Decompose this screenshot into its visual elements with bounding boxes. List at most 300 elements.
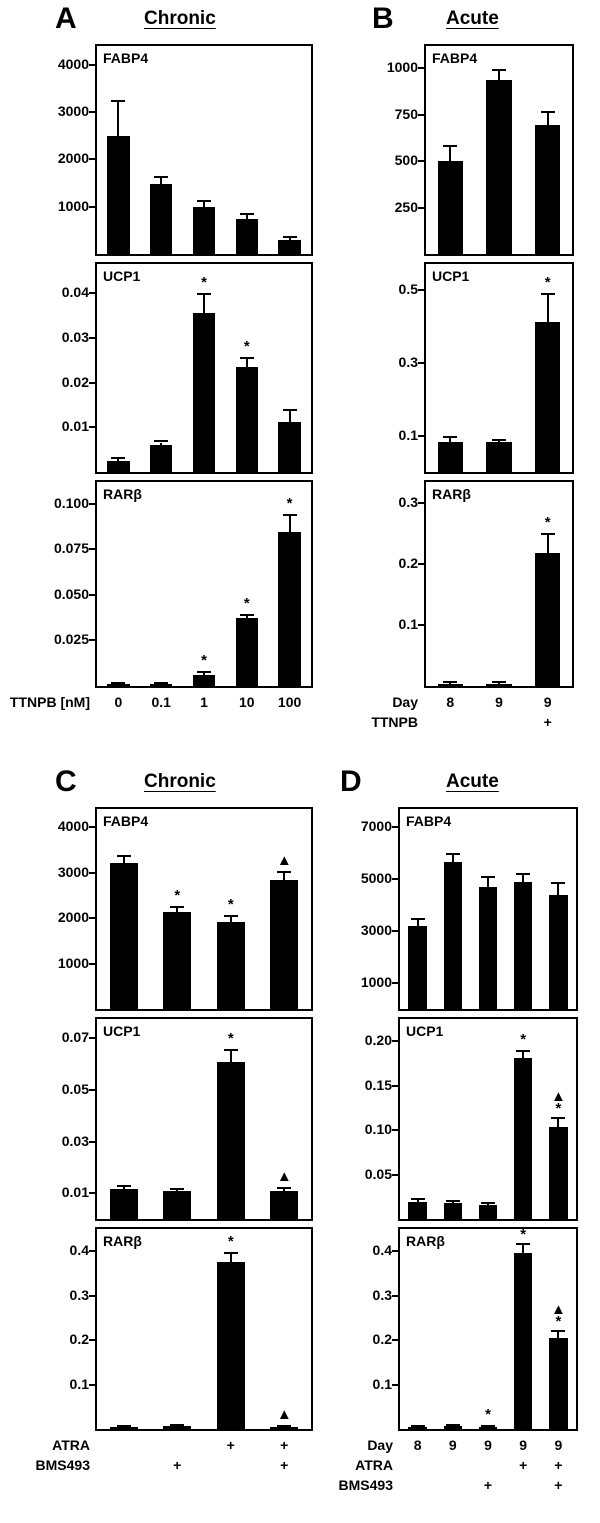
bar-group	[426, 46, 572, 254]
y-tick-mark	[392, 826, 398, 828]
y-tick-mark	[392, 1384, 398, 1386]
y-tick-mark	[392, 1129, 398, 1131]
plot-title: RARβ	[103, 486, 142, 502]
bar	[479, 1205, 497, 1219]
significance-marker: *	[520, 1226, 527, 1243]
error-bar-cap	[516, 1050, 530, 1052]
y-tick-mark	[89, 64, 95, 66]
y-tick-label: 250	[394, 198, 418, 215]
y-tick-mark	[89, 639, 95, 641]
significance-marker: *	[227, 1030, 234, 1048]
error-bar-cap	[516, 873, 530, 875]
error-bar-cap	[443, 681, 457, 683]
y-tick-label: 0.1	[69, 1375, 89, 1392]
bar	[479, 1427, 497, 1429]
error-bar	[289, 516, 291, 532]
bar	[110, 863, 138, 1009]
error-bar-cap	[170, 1188, 184, 1190]
panel-header-b: Acute	[446, 8, 499, 29]
bar	[486, 442, 511, 472]
bar	[193, 313, 215, 472]
error-bar	[449, 438, 451, 442]
panel-header-c: Chronic	[144, 771, 216, 792]
y-tick-label: 0.20	[364, 1032, 392, 1049]
y-tick-label: 0.1	[398, 616, 418, 633]
error-bar	[498, 441, 500, 443]
error-bar	[123, 857, 125, 863]
x-tick-label: 9	[554, 1437, 563, 1453]
row-label-bms493-d: BMS493	[338, 1477, 393, 1493]
plot-d-ucp1	[398, 1017, 578, 1221]
x-tick-label: +	[280, 1457, 289, 1473]
bar	[535, 125, 560, 254]
error-bar	[522, 875, 524, 881]
error-bar-cap	[443, 436, 457, 438]
y-tick-mark	[89, 1141, 95, 1143]
error-bar-cap	[154, 440, 168, 442]
error-bar-cap	[551, 1117, 565, 1119]
panel-letter-d: D	[340, 765, 362, 798]
x-tick-label: 9	[519, 1437, 528, 1453]
error-bar-cap	[541, 111, 555, 113]
bar	[549, 1338, 567, 1429]
error-bar	[230, 1254, 232, 1262]
y-tick-mark	[89, 1037, 95, 1039]
y-tick-label: 0.3	[398, 494, 418, 511]
error-bar	[246, 359, 248, 367]
plot-a-ucp1	[95, 262, 313, 474]
y-tick-mark	[89, 292, 95, 294]
significance-marker: *	[243, 594, 250, 612]
plot-title: FABP4	[406, 813, 452, 829]
error-bar-cap	[224, 1252, 238, 1254]
y-tick-mark	[392, 1040, 398, 1042]
error-bar-cap	[443, 145, 457, 147]
y-tick-label: 4000	[57, 55, 89, 72]
error-bar-cap	[481, 1202, 495, 1204]
y-tick-label: 0.10	[364, 1121, 392, 1138]
y-tick-mark	[89, 1295, 95, 1297]
bar	[438, 684, 463, 686]
error-bar-cap	[154, 176, 168, 178]
x-tick-label: 8	[446, 694, 455, 710]
bar-group	[97, 482, 311, 686]
bar	[150, 445, 172, 472]
error-bar	[452, 855, 454, 862]
y-tick-label: 0.01	[61, 418, 89, 435]
y-tick-mark	[89, 503, 95, 505]
y-tick-mark	[89, 158, 95, 160]
y-tick-label: 7000	[360, 818, 392, 835]
row-label-atra-d: ATRA	[355, 1457, 393, 1473]
error-bar-cap	[117, 1425, 131, 1427]
x-tick-label: 100	[277, 694, 302, 710]
error-bar	[498, 683, 500, 684]
error-bar	[289, 238, 291, 240]
bar-group	[97, 1229, 311, 1429]
y-tick-label: 0.1	[398, 426, 418, 443]
x-tick-label: 0	[114, 694, 123, 710]
y-tick-label: 0.03	[61, 1132, 89, 1149]
y-tick-mark	[89, 594, 95, 596]
bar	[217, 1262, 245, 1429]
error-bar-cap	[411, 918, 425, 920]
y-tick-mark	[392, 1085, 398, 1087]
y-tick-label: 2000	[57, 909, 89, 926]
y-tick-mark	[89, 111, 95, 113]
error-bar	[557, 1119, 559, 1126]
error-bar-cap	[111, 457, 125, 459]
error-bar	[522, 1052, 524, 1058]
bar	[163, 1191, 191, 1219]
plot-title: FABP4	[103, 50, 149, 66]
error-bar	[230, 917, 232, 921]
y-tick-label: 0.075	[53, 540, 89, 557]
error-bar	[203, 295, 205, 313]
error-bar	[230, 1051, 232, 1061]
bar-group	[97, 46, 311, 254]
y-tick-mark	[89, 1192, 95, 1194]
panel-header-d: Acute	[446, 771, 499, 792]
error-bar	[452, 1202, 454, 1203]
significance-marker: *	[485, 1405, 491, 1423]
error-bar	[203, 202, 205, 207]
y-tick-mark	[89, 917, 95, 919]
significance-marker: ▲	[276, 852, 292, 870]
bar-group	[426, 482, 572, 686]
bar	[514, 882, 532, 1009]
bar	[514, 1253, 532, 1429]
error-bar	[160, 178, 162, 184]
error-bar	[283, 1189, 285, 1191]
error-bar-cap	[240, 357, 254, 359]
error-bar	[487, 1204, 489, 1205]
bar	[549, 1127, 567, 1219]
x-tick-label: 9	[484, 1437, 492, 1453]
plot-title: RARβ	[406, 1233, 445, 1249]
error-bar-cap	[117, 1185, 131, 1187]
error-bar	[117, 102, 119, 136]
bar	[217, 1062, 245, 1219]
error-bar-cap	[516, 1243, 530, 1245]
y-tick-label: 5000	[360, 870, 392, 887]
plot-b-rarb	[424, 480, 574, 688]
y-tick-label: 4000	[57, 818, 89, 835]
y-tick-mark	[418, 289, 424, 291]
y-tick-mark	[89, 1250, 95, 1252]
y-tick-mark	[89, 1089, 95, 1091]
y-tick-label: 0.2	[398, 555, 418, 572]
x-tick-label: +	[173, 1457, 182, 1473]
row-label-ttnpb-b: TTNPB	[371, 714, 418, 730]
significance-marker: *	[544, 274, 551, 292]
plot-b-ucp1	[424, 262, 574, 474]
significance-marker: ▲ *	[550, 1301, 566, 1331]
y-tick-label: 0.025	[53, 631, 89, 648]
plot-c-rarb	[95, 1227, 313, 1431]
bar	[193, 675, 215, 686]
x-tick-label: +	[483, 1477, 493, 1493]
y-tick-label: 0.4	[69, 1242, 89, 1259]
y-tick-mark	[89, 337, 95, 339]
error-bar	[283, 873, 285, 880]
plot-title: RARβ	[103, 1233, 142, 1249]
bar	[150, 184, 172, 254]
error-bar-cap	[170, 1424, 184, 1426]
bar	[408, 1202, 426, 1219]
plot-b-fabp4	[424, 44, 574, 256]
y-tick-label: 0.04	[61, 284, 89, 301]
y-tick-label: 1000	[57, 954, 89, 971]
error-bar	[176, 908, 178, 913]
error-bar	[160, 443, 162, 446]
error-bar	[117, 459, 119, 461]
row-label-ttnpb-nm: TTNPB [nM]	[9, 694, 90, 710]
x-tick-label: 1	[200, 694, 208, 710]
y-tick-label: 3000	[57, 863, 89, 880]
error-bar-cap	[481, 876, 495, 878]
error-bar-cap	[283, 514, 297, 516]
y-tick-label: 0.05	[61, 1080, 89, 1097]
error-bar-cap	[551, 1330, 565, 1332]
error-bar	[417, 1200, 419, 1202]
error-bar	[547, 295, 549, 322]
y-tick-label: 500	[394, 152, 418, 169]
y-tick-mark	[89, 963, 95, 965]
error-bar-cap	[411, 1425, 425, 1427]
y-tick-mark	[89, 1339, 95, 1341]
y-tick-label: 0.5	[398, 280, 418, 297]
error-bar	[547, 535, 549, 553]
error-bar-cap	[170, 906, 184, 908]
error-bar	[522, 1245, 524, 1253]
x-tick-label: 8	[413, 1437, 422, 1453]
y-tick-mark	[89, 206, 95, 208]
plot-c-fabp4	[95, 807, 313, 1011]
y-tick-mark	[89, 1384, 95, 1386]
bar	[444, 862, 462, 1009]
error-bar-cap	[481, 1425, 495, 1427]
bar	[535, 553, 560, 686]
significance-marker: *	[286, 494, 293, 512]
error-bar-cap	[446, 853, 460, 855]
y-tick-label: 0.03	[61, 328, 89, 345]
plot-title: UCP1	[103, 268, 141, 284]
x-tick-label: +	[519, 1457, 528, 1473]
significance-marker: *	[243, 337, 250, 355]
plot-title: RARβ	[432, 486, 471, 502]
y-tick-mark	[392, 930, 398, 932]
bar	[107, 461, 129, 472]
y-tick-mark	[418, 563, 424, 565]
significance-marker: *	[544, 513, 551, 531]
bar	[217, 922, 245, 1009]
y-tick-label: 0.02	[61, 373, 89, 390]
bar	[479, 887, 497, 1009]
error-bar-cap	[197, 293, 211, 295]
x-tick-label: +	[226, 1437, 235, 1453]
error-bar-cap	[277, 871, 291, 873]
bar	[408, 1427, 426, 1429]
y-tick-mark	[89, 826, 95, 828]
bar	[107, 136, 129, 254]
bar	[514, 1058, 532, 1219]
y-tick-label: 0.100	[53, 494, 89, 511]
y-tick-label: 0.050	[53, 585, 89, 602]
y-tick-mark	[418, 207, 424, 209]
significance-marker: *	[520, 1030, 527, 1048]
x-tick-label: 9	[543, 694, 552, 710]
error-bar	[449, 147, 451, 161]
error-bar-cap	[197, 671, 211, 673]
significance-marker: ▲ *	[550, 1088, 566, 1118]
y-tick-mark	[89, 872, 95, 874]
significance-marker: *	[201, 652, 207, 670]
bar	[438, 161, 463, 254]
bar-group	[400, 809, 576, 1009]
error-bar-cap	[492, 439, 506, 441]
plot-title: UCP1	[406, 1023, 444, 1039]
y-tick-mark	[418, 624, 424, 626]
x-tick-label: +	[554, 1457, 563, 1473]
error-bar	[557, 1332, 559, 1338]
plot-a-rarb	[95, 480, 313, 688]
error-bar	[246, 215, 248, 219]
y-tick-mark	[89, 382, 95, 384]
row-label-bms493-c: BMS493	[35, 1457, 90, 1473]
bar	[270, 1427, 298, 1429]
error-bar-cap	[240, 213, 254, 215]
y-tick-mark	[392, 1250, 398, 1252]
bar	[549, 895, 567, 1009]
bar	[278, 422, 300, 472]
y-tick-mark	[418, 435, 424, 437]
error-bar-cap	[224, 915, 238, 917]
y-tick-label: 0.3	[372, 1286, 392, 1303]
error-bar	[449, 683, 451, 684]
panel-letter-b: B	[372, 2, 394, 35]
y-tick-label: 0.2	[372, 1331, 392, 1348]
bar	[486, 684, 511, 686]
y-tick-label: 0.2	[69, 1331, 89, 1348]
error-bar	[176, 1190, 178, 1192]
y-tick-mark	[418, 362, 424, 364]
x-tick-label: 9	[495, 694, 503, 710]
bar	[270, 1191, 298, 1219]
error-bar-cap	[492, 681, 506, 683]
y-tick-label: 0.01	[61, 1184, 89, 1201]
y-tick-label: 0.07	[61, 1029, 89, 1046]
error-bar	[487, 878, 489, 887]
y-tick-mark	[392, 982, 398, 984]
bar	[444, 1426, 462, 1429]
y-tick-label: 1000	[360, 974, 392, 991]
plot-title: FABP4	[103, 813, 149, 829]
x-tick-label: +	[554, 1477, 563, 1493]
bar	[408, 926, 426, 1009]
error-bar-cap	[551, 882, 565, 884]
y-tick-mark	[418, 114, 424, 116]
y-tick-mark	[418, 502, 424, 504]
bar	[236, 367, 258, 472]
y-tick-mark	[418, 67, 424, 69]
y-tick-mark	[392, 878, 398, 880]
significance-marker: *	[227, 896, 234, 914]
bar	[236, 219, 258, 254]
y-tick-label: 1000	[57, 197, 89, 214]
y-tick-mark	[392, 1339, 398, 1341]
bar	[107, 684, 129, 686]
bar	[535, 322, 560, 472]
error-bar-cap	[492, 69, 506, 71]
error-bar-cap	[446, 1200, 460, 1202]
bar	[150, 684, 172, 686]
error-bar-cap	[111, 682, 125, 684]
y-tick-mark	[392, 1174, 398, 1176]
error-bar-cap	[154, 682, 168, 684]
y-tick-label: 1000	[386, 59, 418, 76]
bar	[193, 207, 215, 254]
y-tick-mark	[89, 426, 95, 428]
error-bar-cap	[224, 1049, 238, 1051]
error-bar	[547, 113, 549, 125]
panel-letter-a: A	[55, 2, 77, 35]
error-bar-cap	[446, 1424, 460, 1426]
x-tick-label: +	[280, 1437, 289, 1453]
bar	[278, 240, 300, 254]
error-bar-cap	[240, 614, 254, 616]
row-label-day-b: Day	[392, 694, 418, 710]
bar-group	[97, 264, 311, 472]
error-bar	[203, 673, 205, 675]
plot-d-fabp4	[398, 807, 578, 1011]
x-tick-label: 10	[239, 694, 255, 710]
bar-group	[400, 1019, 576, 1219]
significance-marker: *	[174, 886, 181, 904]
y-tick-label: 0.05	[364, 1165, 392, 1182]
significance-marker: *	[227, 1233, 234, 1251]
error-bar	[498, 71, 500, 80]
bar-group	[400, 1226, 576, 1429]
bar	[163, 1426, 191, 1429]
y-tick-label: 3000	[360, 922, 392, 939]
x-tick-label: +	[543, 714, 552, 730]
y-tick-label: 0.3	[398, 353, 418, 370]
y-tick-label: 0.3	[69, 1286, 89, 1303]
bar	[270, 880, 298, 1009]
error-bar-cap	[117, 855, 131, 857]
bar	[110, 1427, 138, 1429]
y-tick-mark	[89, 548, 95, 550]
x-tick-label: 0.1	[151, 694, 171, 710]
error-bar-cap	[283, 236, 297, 238]
row-label-atra-c: ATRA	[52, 1437, 90, 1453]
bar	[438, 442, 463, 472]
bar-group	[97, 809, 311, 1009]
plot-d-rarb	[398, 1227, 578, 1431]
error-bar-cap	[277, 1187, 291, 1189]
significance-marker: ▲	[276, 1405, 292, 1423]
panel-header-a: Chronic	[144, 8, 216, 29]
error-bar	[289, 411, 291, 422]
x-tick-label: 9	[448, 1437, 457, 1453]
plot-a-fabp4	[95, 44, 313, 256]
bar	[236, 618, 258, 686]
error-bar-cap	[411, 1198, 425, 1200]
y-tick-label: 0.1	[372, 1375, 392, 1392]
error-bar-cap	[541, 533, 555, 535]
significance-marker: *	[201, 274, 207, 292]
